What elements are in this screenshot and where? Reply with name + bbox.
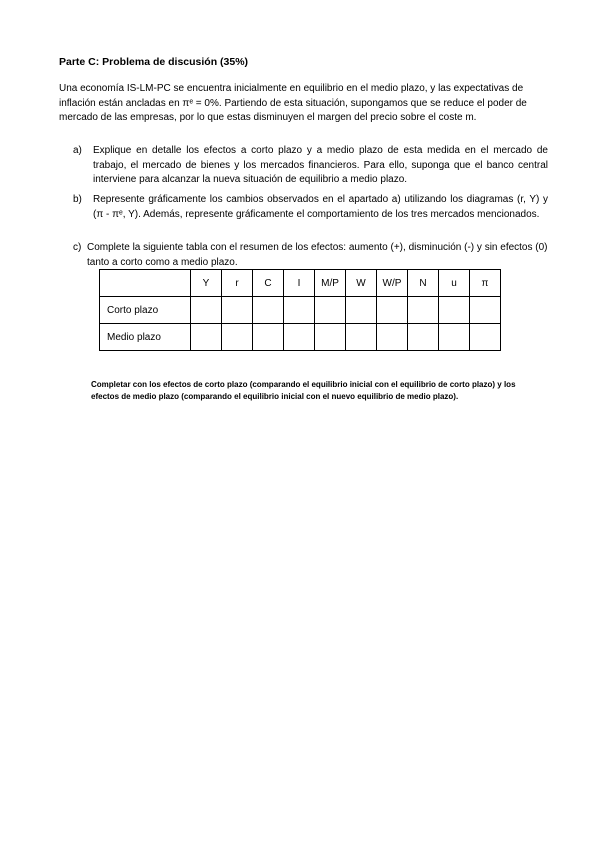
table-cell (222, 324, 253, 351)
effects-table (99, 269, 501, 351)
table-cell (377, 297, 408, 324)
table-cell (315, 297, 346, 324)
column-header: M/P (315, 270, 346, 297)
question-b (73, 193, 548, 222)
table-cell (222, 297, 253, 324)
table-cell (284, 324, 315, 351)
table-cell (346, 324, 377, 351)
table-cell (439, 297, 470, 324)
column-header: Y (191, 270, 222, 297)
column-header: N (408, 270, 439, 297)
question-b-text: Represente gráficamente los cambios observados en el apartado a) utilizando los diagramas (r, Y) y (π - πᵉ, Y). Además, represente gráficamente el comportamiento de los tres mercados mencionados. (93, 194, 548, 220)
column-header: u (439, 270, 470, 297)
question-a (73, 144, 548, 188)
column-header: W/P (377, 270, 408, 297)
row-label: Medio plazo (100, 324, 191, 351)
table-cell (315, 324, 346, 351)
table-cell (470, 324, 501, 351)
table-cell (253, 297, 284, 324)
table-row (100, 297, 501, 324)
table-note: Completar con los efectos de corto plazo (comparando el equilibrio inicial con el equilibrio de corto plazo) y los efectos de medio plazo (comparando el equilibrio inicial con el nuevo equilibrio de medio plazo). (91, 380, 516, 401)
question-a-text: Explique en detalle los efectos a corto plazo y a medio plazo de esta medida en el mercado de trabajo, el mercado de bienes y los mercados financieros. Para ello, suponga que el banco central interviene para alcanzar la nueva situación de equilibrio a medio plazo. (93, 145, 548, 185)
table-corner-cell (100, 270, 191, 297)
table-cell (408, 297, 439, 324)
table-cell (470, 297, 501, 324)
column-header: W (346, 270, 377, 297)
column-header: π (470, 270, 501, 297)
column-header: I (284, 270, 315, 297)
column-header: r (222, 270, 253, 297)
section-title: Parte C: Problema de discusión (35%) (59, 56, 249, 68)
table-cell (191, 297, 222, 324)
question-a-label: a) (73, 145, 82, 156)
question-c (73, 241, 553, 270)
intro-paragraph: Una economía IS-LM-PC se encuentra inicialmente en equilibrio en el medio plazo, y las expectativas de inflación están ancladas en πᵉ = 0%. Partiendo de esta situación, supongamos que se reduce el poder de mercado de las empresas, por lo que estas disminuyen el margen del precio sobre el coste m. (59, 83, 527, 123)
table-cell (191, 324, 222, 351)
table-cell (439, 324, 470, 351)
question-b-label: b) (73, 194, 82, 205)
table-header-row (100, 270, 501, 297)
question-c-text: Complete la siguiente tabla con el resumen de los efectos: aumento (+), disminución (-) y sin efectos (0) tanto a corto como a medio plazo. (87, 242, 548, 268)
table-cell (346, 297, 377, 324)
table-row (100, 324, 501, 351)
table-cell (408, 324, 439, 351)
table-cell (377, 324, 408, 351)
question-c-label: c) (73, 242, 82, 253)
table-cell (253, 324, 284, 351)
table-cell (284, 297, 315, 324)
row-label: Corto plazo (100, 297, 191, 324)
column-header: C (253, 270, 284, 297)
